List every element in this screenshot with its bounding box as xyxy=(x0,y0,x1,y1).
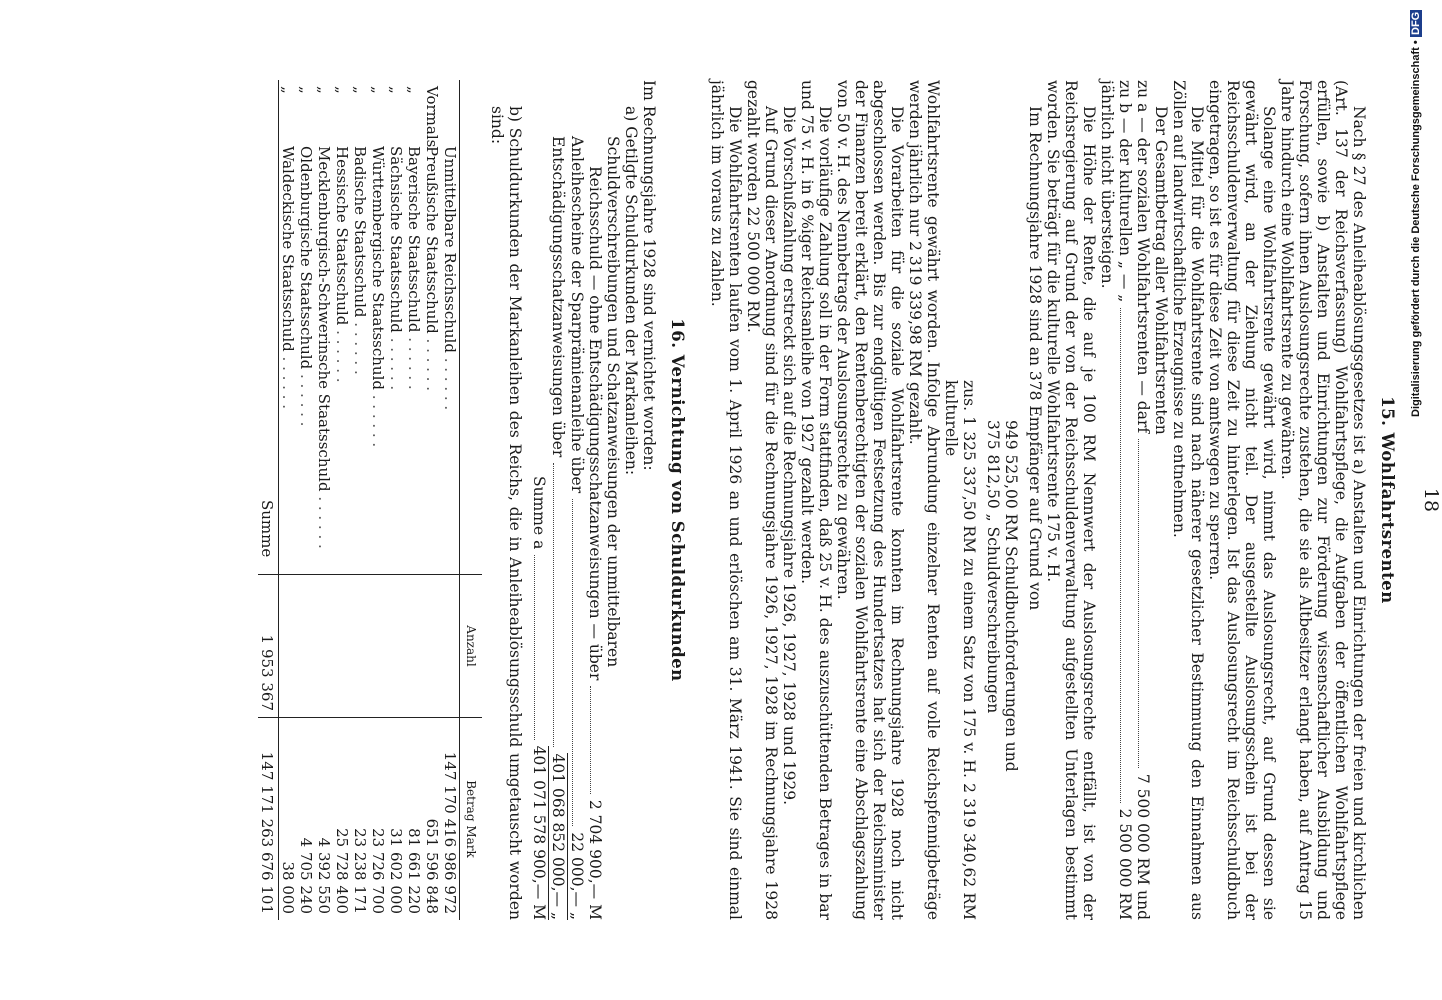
dot-leader xyxy=(590,686,591,793)
row-label: Bayerische Staatsschuld xyxy=(405,146,423,333)
a-row-3-value: 22 000,— „ xyxy=(568,832,586,920)
row-label: Waldeckische Staatsschuld xyxy=(279,146,297,352)
limit-value-social: 7 500 000 RM und xyxy=(1134,773,1152,920)
rent-calculation xyxy=(984,420,1020,920)
table-row xyxy=(423,80,441,920)
table-row xyxy=(333,80,351,920)
row-label: Unmittelbare Reichsschuld xyxy=(441,146,459,353)
row-label: Mecklenburgisch-Schwerinsche Staatsschuld xyxy=(315,146,333,492)
section-16-heading: 16. Vernichtung von Schuldurkunden xyxy=(668,318,687,682)
section-15-paragraph-1: Nach § 27 des Anleiheablösungsgesetzes ist a) Anstalten und Einrichtungen der freien und kirchlichen (Art. 137 der Reichsverfassung) Wohlfahrtspflege, die Aufgaben der öffentlichen Wohlfahrtspflege erfüllen, sowie b) Anstalten und Einrichtungen zur Förderung wissenschaftlicher Ausbildung und Forschung, sofern ihnen Auslosungsrechte zustehen, die sie als Altbesitzer erlangt haben, auf Antrag 15 Jahre hindurch eine Wohlfahrtsrente zu gewähren. xyxy=(1278,80,1368,920)
limit-value-cultural: 2 500 000 RM xyxy=(1116,808,1134,920)
dot-leader: . . . . . . xyxy=(423,333,441,391)
row-description xyxy=(297,80,315,575)
table-row xyxy=(441,80,460,920)
dot-leader xyxy=(553,463,554,747)
row-description xyxy=(441,80,460,575)
row-anzahl xyxy=(405,575,423,718)
table-body xyxy=(258,80,460,920)
sum-betrag: 147 171 263 676 101 xyxy=(258,718,279,921)
a-row-4-value: 401 068 852 000,— „ xyxy=(549,753,567,920)
row-betrag: 38 000 xyxy=(279,718,298,921)
row-betrag: 23 238 171 xyxy=(351,718,369,921)
limit-row-social xyxy=(1134,80,1152,920)
page-number: 18 xyxy=(1420,487,1442,513)
row-prefix: „ xyxy=(315,86,333,94)
row-label: Oldenburgische Staatsschuld xyxy=(297,146,315,370)
row-prefix: Vormals xyxy=(423,86,441,148)
section-15-heading: 15. Wohlfahrtsrenten xyxy=(1378,396,1397,604)
a-row-2-value: 2 704 900,— M xyxy=(586,799,604,920)
row-prefix: „ xyxy=(351,86,369,94)
row-betrag: 25 728 400 xyxy=(333,718,351,921)
row-anzahl xyxy=(333,575,351,718)
row-description xyxy=(333,80,351,575)
dot-leader: . . . . . . xyxy=(369,389,387,448)
row-label: Württembergische Staatsschuld xyxy=(369,146,387,390)
row-anzahl xyxy=(387,575,405,718)
debt-conversion-table xyxy=(258,80,482,920)
row-label: Preußische Staatsschuld xyxy=(423,146,441,334)
dot-leader xyxy=(1138,439,1139,768)
row-anzahl xyxy=(279,575,298,718)
calc-line-book-claims: 949 525,00 RM Schuldbuchforderungen und xyxy=(1002,420,1020,772)
row-anzahl xyxy=(441,575,460,718)
a-sum-value: 401 071 578 900,— M xyxy=(530,745,548,920)
row-prefix: „ xyxy=(387,86,405,94)
a-row-2-label: Reichsschuld — ohne Entschädigungsschatzanweisungen — über xyxy=(586,166,604,681)
dot-leader: . . . . . . xyxy=(387,332,405,391)
table-header-anzahl: Anzahl xyxy=(460,575,483,718)
row-label: Hessische Staatsschuld xyxy=(333,146,351,326)
calc-line-bonds: 375 812,50 „ Schuldverschreibungen xyxy=(984,420,1002,714)
section-16-a-sum-row xyxy=(530,80,549,920)
row-betrag: 651 596 848 xyxy=(423,718,441,921)
row-anzahl xyxy=(351,575,369,718)
row-prefix: „ xyxy=(279,86,297,94)
row-description xyxy=(351,80,369,575)
limit-label-social: zu a — der sozialen Wohlfahrtsrenten — darf xyxy=(1134,80,1152,434)
row-anzahl xyxy=(315,575,333,718)
dot-leader: . . . . . . xyxy=(441,352,459,411)
table-row xyxy=(369,80,387,920)
dot-leader: . . . . . . xyxy=(279,351,297,409)
row-description xyxy=(405,80,423,575)
row-prefix: „ xyxy=(369,86,387,94)
row-betrag: 31 602 000 xyxy=(387,718,405,921)
section-15-paragraph-11: Auf Grund dieser Anordnung sind für die Rechnungsjahre 1926, 1927, 1928 im Rechnungsjahre 1928 gezahlt worden 22 500 000 RM. xyxy=(744,80,780,920)
row-description xyxy=(369,80,387,575)
dot-leader: . . . . . . xyxy=(315,491,333,549)
limit-end: jährlich nicht übersteigen. xyxy=(1098,80,1116,289)
sum-label: Summe xyxy=(258,80,279,575)
row-anzahl xyxy=(369,575,387,718)
row-description xyxy=(387,80,405,575)
row-betrag: 147 170 416 986 972 xyxy=(441,718,460,921)
dot-leader: . . . . . . xyxy=(351,317,369,375)
row-prefix: „ xyxy=(405,86,423,94)
section-15-paragraph-7: Wohlfahrtsrente gewährt worden. Infolge Abrundung einzelner Renten auf volle Reichspfennigbeträge werden jährlich nur 2 319 339,98 RM gezahlt. xyxy=(906,80,942,920)
dot-leader xyxy=(572,499,573,826)
section-16-a-label: a) Getilgte Schuldurkunden der Markanleihen: xyxy=(622,106,640,476)
row-betrag: 4 705 240 xyxy=(297,718,315,921)
calc-line-total: zus. 1 325 337,50 RM zu einem Satz von 175 v. H. 2 319 340,62 RM kulturelle xyxy=(942,380,978,920)
table-row xyxy=(387,80,405,920)
limit-row-cultural xyxy=(1116,80,1134,920)
a-row-4-label: Entschädigungsschatzanweisungen über xyxy=(549,136,567,458)
section-15-paragraph-12: Die Wohlfahrtsrenten laufen vom 1. April 1926 an und erlöschen am 31. März 1941. Sie sind einmal jährlich im voraus zu zahlen. xyxy=(708,80,744,920)
row-prefix: „ xyxy=(333,86,351,94)
dot-leader: . . . . . . xyxy=(333,325,351,383)
table-header-description xyxy=(460,80,483,575)
table-row xyxy=(315,80,333,920)
section-16-intro: Im Rechnungsjahre 1928 sind vernichtet worden: xyxy=(640,80,658,471)
section-15-paragraph-4: Der Gesamtbetrag aller Wohlfahrtsrenten xyxy=(1152,106,1170,435)
row-betrag: 81 661 220 xyxy=(405,718,423,921)
row-description xyxy=(315,80,333,575)
table-row xyxy=(297,80,315,920)
credit-text: Digitalisierung gefördert durch die Deutsche Forschungsgemeinschaft • xyxy=(1410,40,1422,417)
section-15-paragraph-2: Solange eine Wohlfahrtsrente gewährt wird, nimmt das Auslosungsrecht, auf Grund dessen sie gewährt wird, an der Ziehung nicht teil. Der ausgestellte Auslosungsschein ist bei der Reichsschuldenverwaltung für diese Zeit zu hinterlegen. Ist das Auslosungsrecht im Reichsschuldbuch eingetragen, so ist es für diese Zeit von amtswegen zu sperren. xyxy=(1206,80,1278,920)
row-prefix: „ xyxy=(297,86,315,94)
row-betrag: 23 726 700 xyxy=(369,718,387,921)
row-description xyxy=(423,80,441,575)
section-15-paragraph-9: Die vorläufige Zahlung soll in der Form stattfinden, daß 25 v. H. des auszuschüttenden Betrages in bar und 75 v. H. in 6 %iger Reichsanleihe von 1927 gezahlt werden. xyxy=(798,80,834,920)
table-row xyxy=(405,80,423,920)
section-16-a-row-4 xyxy=(549,80,568,920)
section-15-paragraph-8: Die Vorarbeiten für die soziale Wohlfahrtsrente konnten im Rechnungsjahre 1928 noch nicht abgeschlossen werden. Bis zur endgültigen Festsetzung des Hundertsatzes hat sich der Reichsminister der Finanzen bereit erklärt, den Rentenberechtigten der sozialen Wohlfahrtsrente eine Abschlagszahlung von 50 v. H. des Nennbetrags der Auslosungsrechte zu gewähren. xyxy=(834,80,906,920)
row-anzahl xyxy=(423,575,441,718)
row-description xyxy=(279,80,298,575)
limit-label-cultural: zu b — der kulturellen „ — „ xyxy=(1116,80,1134,303)
section-15-paragraph-3: Die Mittel für die Wohlfahrtsrente sind nach näherer gesetzlicher Bestimmung den Einnahmen aus Zöllen auf landwirtschaftliche Erzeugnisse zu entnehmen. xyxy=(1170,80,1206,920)
dot-leader xyxy=(1120,308,1121,802)
a-row-3-label: Anleihescheine der Sparprämienanleihe über xyxy=(568,136,586,494)
section-15-paragraph-5: Die Höhe der Rente, die auf je 100 RM Nennwert der Auslosungsrechte entfällt, ist von der Reichsregierung auf Grund der von der Reichsschuldenverwaltung aufgestellten Unterlagen bestimmt worden. Sie beträgt für die kulturelle Wohlfahrtsrente 175 v. H. xyxy=(1044,80,1098,920)
section-16-a-row-2 xyxy=(586,80,604,920)
dot-leader: . . . . . . xyxy=(297,369,315,427)
sum-anzahl: 1 953 367 xyxy=(258,575,279,718)
a-sum-label: Summe a xyxy=(530,476,548,550)
digitization-credit xyxy=(1410,10,1428,570)
section-15-paragraph-6: Im Rechnungsjahre 1928 sind an 378 Empfänger auf Grund von xyxy=(1026,106,1044,611)
row-betrag: 4 392 550 xyxy=(315,718,333,921)
table-row xyxy=(279,80,298,920)
row-anzahl xyxy=(297,575,315,718)
section-16-b-text: b) Schuldurkunden der Markanleihen des Reichs, die in Anleiheablösungsschuld umgetauscht worden sind: xyxy=(488,106,524,920)
table-header-betrag: Betrag Mark xyxy=(460,718,483,921)
table-sum-row xyxy=(258,80,279,920)
section-16-a-row-3 xyxy=(568,80,586,920)
dot-leader xyxy=(534,555,535,739)
row-label: Sächsische Staatsschuld xyxy=(387,146,405,333)
table-row xyxy=(351,80,369,920)
section-16-a-line-1: Schuldverschreibungen und Schatzanweisungen der unmittelbaren xyxy=(604,136,622,668)
dot-leader: . . . . . . xyxy=(405,332,423,390)
section-15-paragraph-10: Die Vorschußzahlung erstreckt sich auf die Rechnungsjahre 1926, 1927, 1928 und 1929. xyxy=(780,106,798,806)
row-label: Badische Staatsschuld xyxy=(351,146,369,318)
document-page xyxy=(160,80,1440,920)
dfg-logo: DFG xyxy=(1410,12,1422,36)
